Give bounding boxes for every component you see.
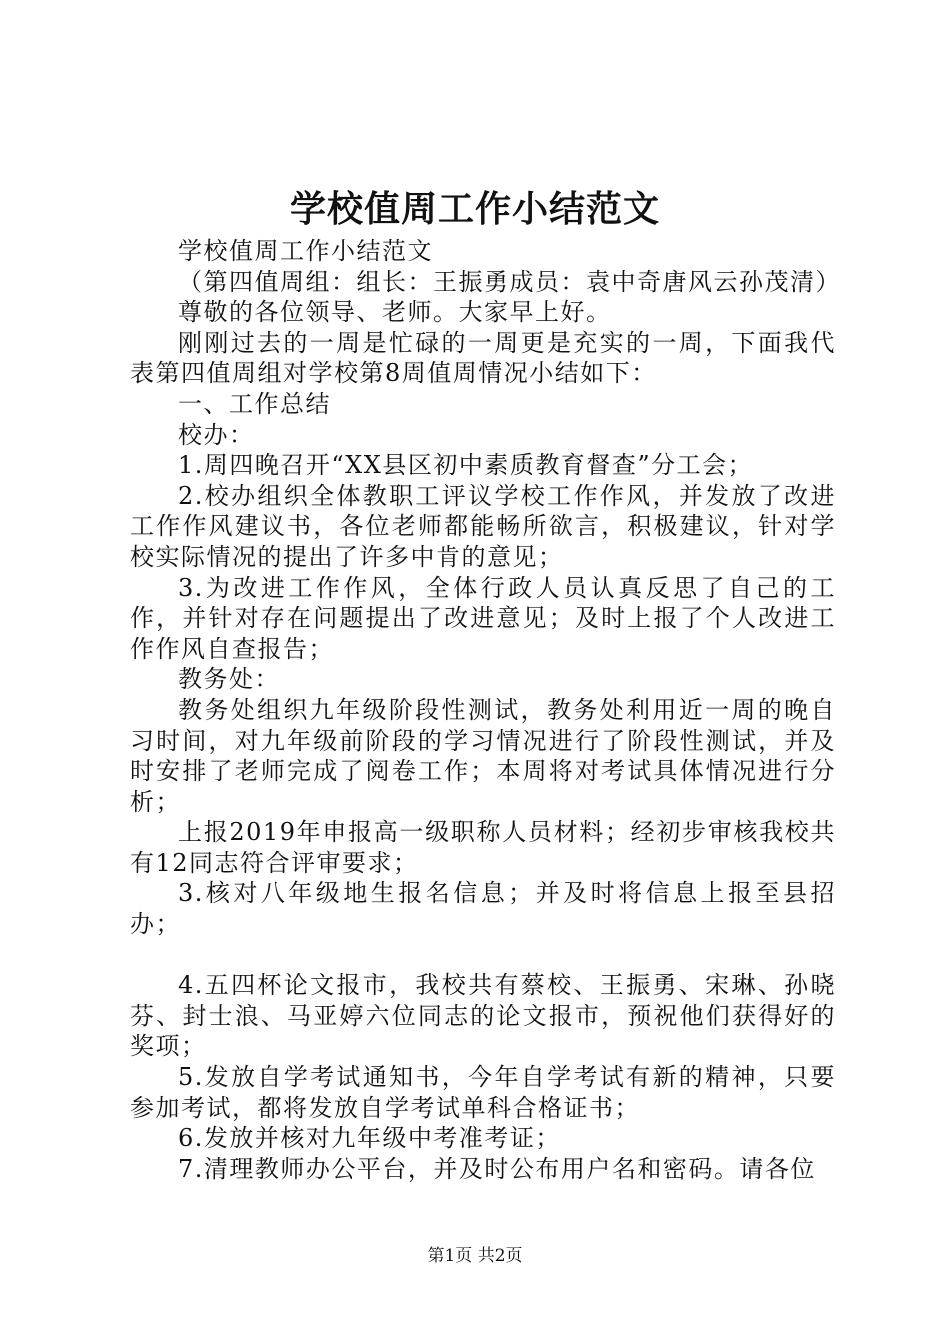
paragraph: 3.核对八年级地生报名信息；并及时将信息上报至县招办；: [130, 879, 836, 939]
paragraph: 5.发放自学考试通知书，今年自学考试有新的精神，只要参加考试，都将发放自学考试单科合格证书；: [130, 1063, 836, 1122]
paragraph: 教务处组织九年级阶段性测试，教务处利用近一周的晚自习时间，对九年级前阶段的学习情况进行了阶段性测试，并及时安排了老师完成了阅卷工作；本周将对考试具体情况进行分析；: [130, 695, 836, 816]
paragraph: 学校值周工作小结范文: [178, 237, 433, 265]
paragraph: 上报2019年申报高一级职称人员材料；经初步审核我校共有12同志符合评审要求；: [130, 818, 836, 877]
paragraph: 刚刚过去的一周是忙碌的一周更是充实的一周，下面我代表第四值周组对学校第8周值周情况小结如下：: [130, 328, 836, 388]
paragraph: 6.发放并核对九年级中考准考证；: [178, 1124, 561, 1153]
paragraph: 7.清理教师办公平台，并及时公布用户名和密码。请各位: [178, 1154, 816, 1183]
paragraph: 1.周四晚召开“XX县区初中素质教育督查”分工会；: [178, 451, 754, 480]
paragraph: 教务处：: [178, 665, 280, 694]
page-footer: 第1页 共2页: [427, 1246, 523, 1266]
paragraph: 4.五四杯论文报市，我校共有蔡校、王振勇、宋琳、孙晓芬、封士浪、马亚婷六位同志的论文报市，预祝他们获得好的奖项；: [130, 971, 836, 1061]
blank-line: [130, 940, 836, 971]
paragraph: 2.校办组织全体教职工评议学校工作作风，并发放了改进工作作风建议书，各位老师都能畅所欲言，积极建议，针对学校实际情况的提出了许多中肯的意见；: [130, 481, 836, 571]
document-body: [130, 236, 841, 1184]
paragraph: 校办：: [178, 420, 255, 449]
document-title: 学校值周工作小结范文: [289, 188, 660, 230]
paragraph: （第四值周组：组长：王振勇成员：袁中奇唐风云孙茂清）: [178, 267, 841, 296]
paragraph: 一、工作总结: [178, 389, 331, 418]
paragraph: 尊敬的各位领导、老师。大家早上好。: [178, 298, 612, 327]
paragraph: 3.为改进工作作风，全体行政人员认真反思了自己的工作，并针对存在问题提出了改进意见；及时上报了个人改进工作作风自查报告；: [130, 573, 836, 663]
